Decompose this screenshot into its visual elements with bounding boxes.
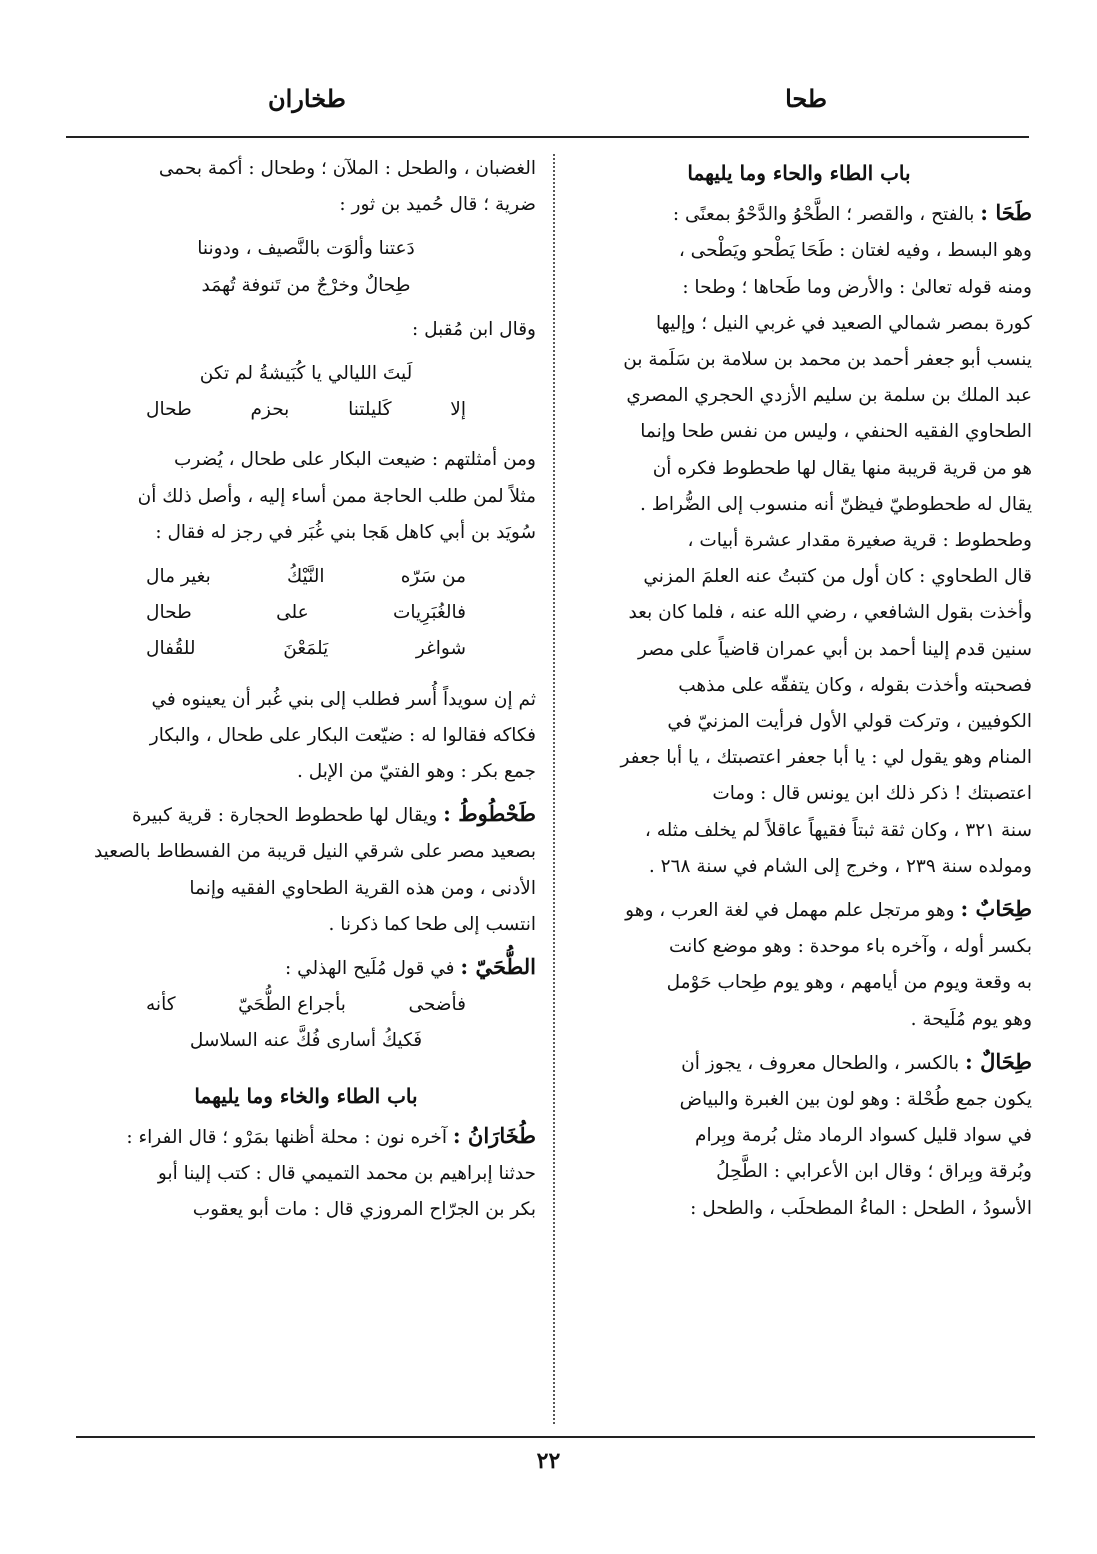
entry-line: وهو يوم مُلَيحة . [910, 1008, 1032, 1030]
entry-tukharan [76, 1119, 536, 1228]
verse-line: دَعتنا وألوَت بالنَّصيف ، ودوننا [197, 238, 415, 260]
headword-taha: طَحَا : [980, 200, 1032, 226]
entry-line: بكر بن الجرّاح المروزي قال : مات أبو يعقوب [192, 1199, 536, 1221]
entry-line: ثم إن سويداً أُسر فطلب إلى بني غُبر أن يعينوه في [151, 688, 536, 710]
headword-tihal: طِحَالٌ : [965, 1048, 1032, 1074]
entry-line: يكون جمع طُحْلة : وهو لون بين الغبرة والبياض [679, 1089, 1032, 1111]
entry-tahtut [76, 797, 536, 942]
entry-line: سُويَد بن أبي كاهل هَجا بني غُبَر في رجز له فقال : [155, 521, 536, 543]
entry-line: يقال له طحطوطيّ فيظنّ أنه منسوب إلى الضُّراط . [640, 493, 1032, 515]
entry-line: بصعيد مصر على شرقي النيل قريبة من الفسطاط بالصعيد [93, 841, 536, 863]
entry-line: جمع بكر : وهو الفتيّ من الإبل . [296, 761, 536, 783]
entry-line: ومن أمثلتهم : ضيعت البكار على طحال ، يُضرب [173, 449, 536, 471]
headword-tihab: طِحَابٌ : [960, 896, 1032, 922]
entry-line: المنام وهو يقول لي : يا أبا جعفر اعتصبتك ، يا أبا جعفر [620, 747, 1032, 769]
entry-line: قال الطحاوي : كان أول من كتبتُ عنه العلمَ المزني [643, 566, 1032, 588]
entry-line: الطحاوي الفقيه الحنفي ، وليس من نفس طحا وإنما [640, 421, 1032, 443]
entry-line: طَحَا : بالفتح ، والقصر ؛ الطَّحْوُ والدَّحْوُ بمعنًى : [672, 200, 1032, 226]
entry-line: وقال ابن مُقبل : [412, 318, 536, 340]
verse-line: طِحالٌ وخرْجٌ من تَنوفة تُهمَد [201, 274, 411, 296]
entry-line: هو من قرية قريبة منها يقال لها طحطوط فكره أن [652, 457, 1032, 479]
entry-line: في سواد قليل كسواد الرماد مثل بُرمة وبِرام [694, 1125, 1032, 1147]
entry-line: عبد الملك بن سلمة بن سليم الأزدي الحجري المصري [626, 385, 1032, 407]
entry-line: وهو البسط ، وفيه لغتان : طَحَا يَطْحو ويَطْحى ، [678, 240, 1032, 262]
entry-line: وطحطوط : قرية صغيرة مقدار عشرة أبيات ، [687, 530, 1032, 552]
entry-line: طُخَارَانُ : آخره نون : محلة أظنها بمَرْو ؛ قال الفراء : [126, 1122, 536, 1148]
section-heading-taa-khaa: باب الطاء والخاء وما يليهما [194, 1083, 418, 1108]
running-header-right: طحا [785, 84, 827, 113]
entry-line: الكوفيين ، وتركت قولي الأول فرأيت المزنيّ في [667, 711, 1032, 733]
entry-line: وأخذت بقول الشافعي ، رضي الله عنه ، فلما كان بعد [628, 602, 1032, 624]
entry-tuhi [76, 950, 536, 1059]
page-number: ٢٢ [536, 1448, 561, 1474]
entry-line: اعتصبتك ! ذكر ذلك ابن يونس قال : ومات [712, 783, 1032, 805]
entry-line: فصحبته وأخذت بقوله ، وكان يتفقّه على مذهب [678, 674, 1032, 696]
entry-taha [566, 196, 1032, 884]
entry-line: بكسر أوله ، وآخره باء موحدة : وهو موضع كانت [668, 936, 1032, 958]
headword-tukharan: طُخَارَانُ : [452, 1122, 536, 1148]
entry-line: الأسودُ ، الطحل : الماءُ المطحلَب ، والطحل : [690, 1197, 1032, 1219]
entry-line: وبُرقة وبِراق ؛ وقال ابن الأعرابي : الطَّحِلُ [716, 1161, 1032, 1183]
entry-line: الأدنى ، ومن هذه القرية الطحاوي الفقيه وإنما [189, 877, 536, 899]
entry-line: سنة ٣٢١ ، وكان ثقة ثبتاً فقيهاً عاقلاً لم يخلف مثله ، [644, 819, 1032, 841]
entry-line: به وقعة ويوم من أيامهم ، وهو يوم طِحاب حَوْمل [666, 972, 1032, 994]
entry-line: ومولده سنة ٢٣٩ ، وخرج إلى الشام في سنة ٢٦٨ . [648, 855, 1032, 877]
headword-tahtut: طَحْطُوطُ : [443, 801, 536, 827]
verse-line: إلا كَليلتنا بحزم طحال [146, 399, 466, 421]
entry-line: ينسب أبو جعفر أحمد بن محمد بن سلامة بن سَلَمة بن [623, 349, 1032, 371]
verse-line: فأضحى بأجراع الطُّحَيّ كأنه [146, 994, 466, 1016]
verse-line: فَكيكُ أسارى فُكَّ عنه السلاسل [189, 1030, 423, 1052]
header-rule [66, 136, 1029, 138]
entry-tihab [566, 892, 1032, 1037]
entry-line: حدثنا إبراهيم بن محمد التميمي قال : كتب إلينا أبو [157, 1163, 536, 1185]
entry-line: طَحْطُوطُ : ويقال لها طحطوط الحجارة : قرية كبيرة [132, 801, 536, 827]
entry-line: ومنه قوله تعالىٰ : والأرض وما طَحاها ؛ وطحا : [682, 276, 1032, 298]
verse-line: فالغُبَرِيات على طحال [146, 602, 466, 624]
verse-line: لَيتَ الليالي يا كُبَيشةُ لم تكن [199, 363, 413, 385]
verse-line: شواغر يَلمَعْنَ للقُفال [146, 638, 466, 660]
column-divider [553, 154, 555, 1424]
left-column [76, 152, 536, 1229]
right-column [566, 152, 1032, 1228]
section-heading-taa-haa: باب الطاء والحاء وما يليهما [687, 161, 911, 185]
entry-line: سنين قدم إلينا أحمد بن أبي عمران قاضياً على مصر [637, 638, 1032, 660]
entry-tihal [566, 1045, 1032, 1226]
entry-line: كورة بمصر شمالي الصعيد في غربي النيل ؛ وإليها [655, 312, 1032, 334]
footer-rule [76, 1436, 1035, 1438]
entry-line: الغضبان ، والطحل : الملآن ؛ وطحال : أكمة بحمى [158, 158, 536, 179]
running-header-left: طخاران [268, 84, 346, 113]
entry-line: الطُّحَيّ : في قول مُلَيح الهذلي : [285, 954, 536, 980]
entry-line: ضرية ؛ قال حُميد بن ثور : [339, 194, 536, 216]
entry-line: انتسب إلى طحا كما ذكرنا . [328, 913, 536, 935]
headword-tuhi: الطُّحَيّ : [460, 954, 536, 980]
verse-line: من سَرّه النَّيْكُ بغير مال [146, 566, 466, 588]
entry-line: طِحَالٌ : بالكسر ، والطحال معروف ، يجوز أن [681, 1048, 1032, 1074]
entry-line: فكاكه فقالوا له : ضيّعت البكار على طحال ، والبكار [149, 724, 536, 746]
entry-line: مثلاً لمن طلب الحاجة ممن أساء إليه ، وأصل ذلك أن [137, 485, 536, 507]
entry-line: طِحَابٌ : وهو مرتجل علم مهمل في لغة العرب ، وهو [625, 896, 1032, 922]
